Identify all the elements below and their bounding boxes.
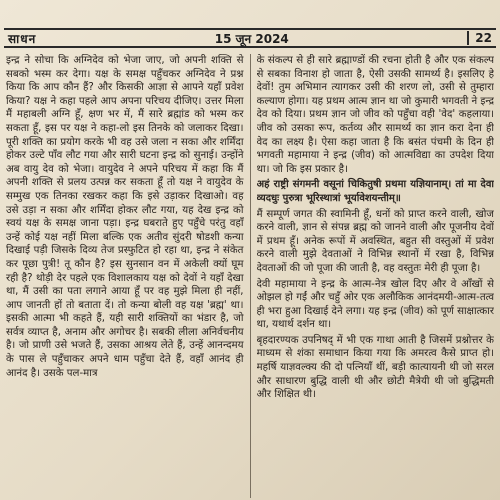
right-paragraph-4: बृहदारण्यक उपनिषद् में भी एक गाथा आती है जिसमें प्रश्नोत्तर के माध्यम से शंका समाधान किया गया कि अमरत्व कैसे प्राप्त हो। महर्षि याज्ञवल्क्य की दो पत्नियाँ थीं, बड़ी कात्यायनी थी जो सरल और साधारण बुद्धि वाली थी और छोटी मैत्रेयी थी जो बुद्धिमती और शिक्षित थी। — [256, 334, 494, 401]
issue-date: 15 जून 2024 — [214, 31, 289, 46]
right-paragraph-1: के संकल्प से ही सारे ब्रह्माण्डों की रचना होती है और एक संकल्प से सबका विनाश हो जाता है, ऐसी उसकी सामर्थ्य है। इसलिए हे देवों! तुम अभिमान त्यागकर उसी की शरण लो, उसी से तुम्हारा कल्याण होगा। यह प्रथम आत्म ज्ञान था जो कुमारी भगवती ने इन्द्र देव को दिया। प्रथम ज्ञान जो जीव को पहुँचा वही 'वेद' कहलाया। जीव को उसका रूप, कर्तव्य और सामर्थ्य का ज्ञान करा देना ही वेद का लक्ष्य है। ऐसा कहा जाता है कि बसंत पंचमी के दिन ही भगवती महामाया ने इन्द्र (जीव) को आत्मविद्या का उपदेश दिया था। जो कि इस प्रकार है। — [256, 55, 494, 175]
sanskrit-verse: अहं राष्ट्री संगमनी वसूनां चिकितुषी प्रथमा यज्ञियानाम्। तां मा देवा व्यदधुः पुरुत्रा भूरिस्थात्रां भूर्यावेशयन्तीम्॥ — [256, 179, 494, 204]
right-column — [257, 54, 495, 498]
left-column — [6, 54, 244, 498]
right-paragraph-3: देवी महामाया ने इन्द्र के आत्म-नेत्र खोल दिए और वे आँखों से ओझल हो गईं और चहुँ ओर एक अलौकिक आनंदमयी-आत्म-तत्व ही भरा हुआ दिखाई देने लगा। यह इन्द्र (जीव) को पूर्ण साक्षात्कार था, यथार्थ दर्शन था। — [256, 278, 494, 331]
magazine-title: साधन — [8, 31, 37, 46]
left-paragraph-1: इन्द्र ने सोचा कि अग्निदेव को भेजा जाए, जो अपनी शक्ति से सबको भस्म कर देगा। यक्ष के समक्ष पहुँचकर अग्निदेव ने प्रश्न किया कि आप कौन हैं? और किसकी आज्ञा से आपने यहाँ प्रवेश किया? यक्ष ने कहा पहले आप अपना परिचय दीजिए। उत्तर मिला मैं महाबली अग्नि हूँ, क्षण भर में, मैं सारे ब्रह्मांड को भस्म कर सकता हूँ, इस पर यक्ष ने कहा-लो इस तिनके को जलाकर दिखा। पूरी शक्ति का प्रयोग करके भी वह उसे जला न सका और शर्मिंदा होकर उल्टे पाँव लौट गया और सारी घटना इन्द्र को सुनाई। उन्होंने अब वायु देव को भेजा। वायुदेव ने अपने परिचय में कहा कि मैं अपनी शक्ति से प्रलय उत्पन्न कर सकता हूँ तो यक्ष ने वायुदेव के सम्मुख एक तिनका रखकर कहा कि इसे उड़ाकर दिखाओ। वह उसे उड़ा न सका और शर्मिंदा होकर लौट गया, यह देख इन्द्र को स्वयं यक्ष के समक्ष जाना पड़ा। इन्द्र घबराते हुए पहुँचे परंतु वहाँ उन्हें कोई यक्ष नहीं मिला बल्कि एक अतीव सुंदरी षोडशी कन्या दिखाई पड़ी जिसके दिव्य तेज प्रस्फुटित हो रहा था, इन्द्र ने संकेत कर पूछा पुत्री! तू कौन है? इस सुनसान वन में अकेली क्यों घूम रही है? थोड़ी देर पहले एक विशालकाय यक्ष को देवों ने यहाँ देखा था, मैं उसी का पता लगाने आया हूँ पर वह मुझे मिला ही नहीं, आप जानती हों तो बताता दें। तो कन्या बोली वह यक्ष 'ब्रह्म' था। इसकी आत्मा भी कहते हैं, यही सारी शक्तियों का भंडार है, जो सर्वत्र व्याप्त है, अनाम और अगोचर है। सबकी लीला अनिर्वचनीय है। जो प्राणी उसे भजते हैं, उसका आश्रय लेते हैं, उन्हें आनन्दमय के पास ले पहुँचाकर अपने धाम पहुँचा देते हैं, वहाँ आनंद ही आनंद है। उसके पल-मात्र — [6, 55, 244, 379]
page-header — [4, 28, 496, 48]
column-divider — [250, 54, 251, 498]
page-number: 22 — [467, 31, 492, 45]
right-paragraph-2: मैं सम्पूर्ण जगत की स्वामिनी हूँ, धनों को प्राप्त करने वाली, खोज करने वाली, ज्ञान से संपन्न ब्रह्म को जानने वाली और पूजनीय देवों में प्रथम हूँ। अनेक रूपों में अवस्थित, बहुत सी वस्तुओं में प्रवेश करने वाली मुझे देवताओं ने विभिन्न स्थानों में रखा है, विभिन्न देवताओं की जो पूजा की जाती है, वह वस्तुतः मेरी ही पूजा है। — [256, 208, 494, 274]
text-columns — [6, 54, 494, 498]
